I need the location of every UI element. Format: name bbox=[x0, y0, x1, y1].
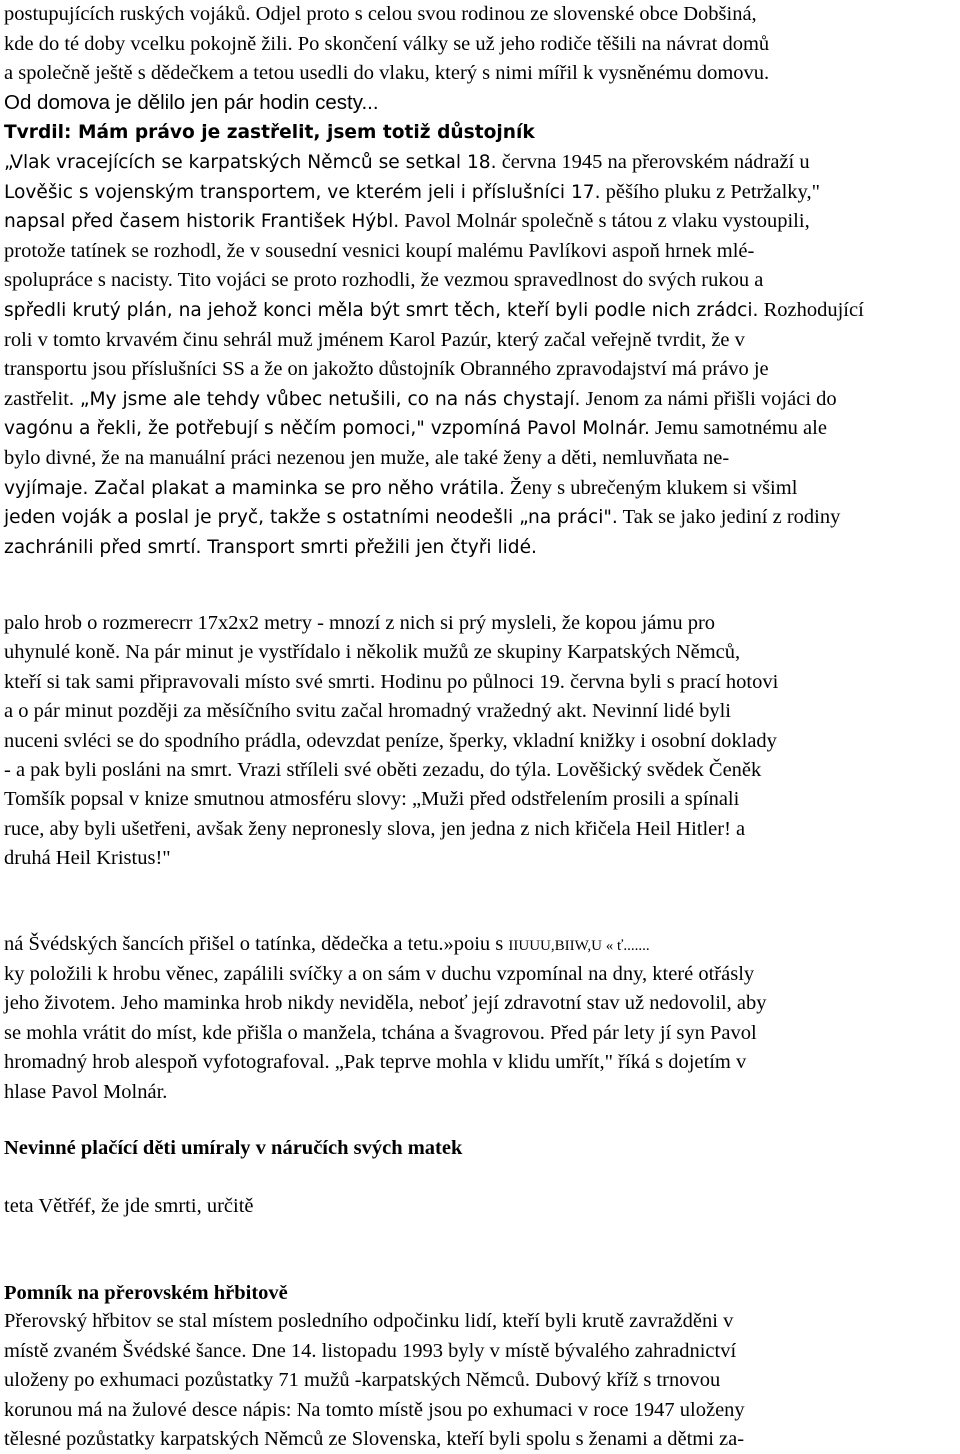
text-segment: a o pár minut později za měsíčního svitu začal hromadný vražedný akt. bbox=[4, 700, 587, 723]
text-segment: Jemu samotnému ale bbox=[649, 417, 827, 440]
text-segment: palo hrob o rozmerecrr 17x2x2 metry - mnozí z nich si prý mysleli, že kopou jámu pro bbox=[4, 612, 716, 634]
text-segment: Nevinní lidé byli bbox=[586, 700, 731, 723]
text-segment: uloženy po exhumaci pozůstatky 71 mužů -karpatských Němců. bbox=[4, 1369, 531, 1392]
text-line bbox=[4, 815, 745, 843]
text-line bbox=[4, 727, 777, 755]
text-segment: „Vlak vracejících se karpatských Němců se setkal 18. bbox=[4, 152, 497, 173]
text-segment: Tak se jako jediní z rodiny bbox=[617, 506, 841, 529]
text-segment: Ženy s ubrečeným klukem si všiml bbox=[504, 476, 798, 499]
text-line bbox=[4, 118, 535, 147]
text-segment: tělesné pozůstatky karpatských Němců ze Slovenska, kteří byli spolu s ženami a dětmi za- bbox=[4, 1428, 745, 1451]
text-line bbox=[4, 237, 754, 265]
text-line bbox=[4, 0, 757, 28]
text-line bbox=[4, 503, 840, 532]
text-segment: napsal před časem historik František Hýbl. bbox=[4, 211, 400, 233]
text-segment: „My jsme ale tehdy vůbec netušili, co na nás chystají. bbox=[74, 388, 581, 410]
text-segment: Rozhodující bbox=[758, 299, 864, 321]
text-segment: vagónu a řekli, že potřebují s něčím pomoci," vzpomíná Pavol Molnár. bbox=[4, 418, 650, 440]
text-line bbox=[4, 474, 797, 503]
text-segment: ruce, aby byli ušetřeni, avšak ženy nepronesly slova, jen jedna z nich křičela Heil Hitler! a bbox=[4, 817, 746, 840]
text-line bbox=[4, 296, 864, 325]
text-line bbox=[4, 326, 745, 354]
text-line bbox=[4, 1337, 736, 1365]
text-segment: zastřelit. bbox=[4, 387, 75, 410]
text-line bbox=[4, 89, 379, 117]
text-segment: Jeho maminka hrob nikdy neviděla, neboť její zdravotní stav už nedovolil, aby bbox=[115, 992, 767, 1015]
text-segment: ....... bbox=[623, 938, 650, 954]
text-line bbox=[4, 1425, 744, 1453]
text-segment: ť bbox=[617, 938, 624, 954]
text-segment: Vrazi stříleli své oběti zezadu, do týla. bbox=[232, 759, 552, 781]
text-line bbox=[4, 414, 827, 443]
text-segment: Pavol Molnár společně s tátou z vlaku vystoupili, bbox=[399, 210, 810, 233]
text-segment: hlase Pavol Molnár. bbox=[4, 1081, 168, 1103]
text-segment: kde do té doby vcelku pokojně žili. Po skončení války se už jeho rodiče těšili na návrat domů bbox=[4, 32, 770, 55]
text-line bbox=[4, 533, 537, 562]
heading-monument: Pomník na přerovském hřbitově bbox=[4, 1282, 288, 1304]
text-line bbox=[4, 785, 739, 813]
text-line bbox=[4, 385, 837, 414]
text-line bbox=[4, 444, 729, 472]
text-segment: postupujících ruských vojáků. Odjel proto s celou svou rodinou ze slovenské obce Dobšiná, bbox=[4, 3, 757, 25]
text-line bbox=[4, 1307, 733, 1335]
text-segment: Dne 14. listopadu 1993 byly v místě bývalého zahradnictví bbox=[246, 1339, 737, 1362]
text-line bbox=[4, 1078, 167, 1106]
text-segment: - a pak byli posláni na smrt. bbox=[4, 759, 233, 781]
text-line bbox=[4, 266, 763, 294]
text-segment: Tito vojáci se proto rozhodli, že vezmou spravedlnost do svých rukou a bbox=[172, 269, 764, 292]
text-line bbox=[4, 355, 769, 383]
text-segment: roli v tomto krvavém činu sehrál muž jménem Karol Pazúr, který začal veřejně tvrdit, že v bbox=[4, 328, 745, 351]
text-line bbox=[4, 697, 731, 725]
text-segment: pěšího pluku z Petržalky," bbox=[600, 180, 820, 203]
heading-children: Nevinné plačící děti umíraly v náručích svých matek bbox=[4, 1137, 463, 1159]
text-segment: hromadný hrob alespoň vyfotografoval. bbox=[4, 1051, 330, 1074]
text-line bbox=[4, 178, 820, 207]
text-segment: nuceni svléci se do spodního prádla, odevzdat peníze, šperky, vkladní knižky i osobní doklady bbox=[4, 729, 777, 752]
text-line bbox=[4, 638, 740, 666]
text-segment: Na pár minut je vystřídalo i několik mužů ze skupiny Karpatských Němců, bbox=[120, 641, 741, 664]
line-teta: teta Větřéf, že jde smrti, určitě bbox=[4, 1195, 254, 1217]
text-segment: „Pak teprve mohla v klidu umřít," říká s dojetím v bbox=[329, 1051, 747, 1074]
text-line bbox=[4, 930, 650, 960]
text-line bbox=[4, 844, 171, 872]
text-line bbox=[4, 1396, 745, 1424]
text-line bbox=[4, 148, 810, 177]
text-segment: Tomšík popsal v knize smutnou atmosféru slovy: „Muži před odstřelením prosili a spínali bbox=[4, 788, 740, 811]
text-segment: Dubový kříž s trnovou bbox=[530, 1369, 721, 1392]
text-segment: Od domova je dělilo jen pár hodin cesty... bbox=[4, 90, 379, 114]
text-line bbox=[4, 30, 769, 58]
text-segment: korunou má na žulové desce nápis: Na tomto místě jsou po exhumaci v roce 1947 uloženy bbox=[4, 1398, 745, 1421]
text-segment: Tvrdil: Mám právo je zastřelit, jsem totiž důstojník bbox=[4, 122, 535, 144]
text-segment: června 1945 na přerovském nádraží u bbox=[496, 151, 810, 173]
text-segment: místě zvaném Švédské šance. bbox=[4, 1339, 247, 1362]
text-segment: vyjímaje. Začal plakat a maminka se pro něho vrátila. bbox=[4, 477, 505, 499]
text-line bbox=[4, 1019, 757, 1047]
text-segment: kteří si tak sami připravovali místo své smrti. bbox=[4, 670, 376, 693]
text-segment: druhá Heil Kristus!" bbox=[4, 847, 171, 870]
text-segment: protože tatínek se rozhodl, že v sousední vesnici koupí malému Pavlíkovi aspoň hrnek mlé- bbox=[4, 239, 755, 262]
text-segment: a společně ještě s dědečkem a tetou usedli do vlaku, který s nimi mířil k vysněnému domovu. bbox=[4, 62, 770, 85]
text-segment: transportu jsou příslušníci SS a že on jakožto důstojník Obranného zpravodajství má právo je bbox=[4, 358, 769, 381]
text-line bbox=[4, 989, 767, 1017]
text-segment: spolupráce s nacisty. bbox=[4, 269, 173, 292]
text-segment: Hodinu po půlnoci 19. června byli s prací hotovi bbox=[375, 670, 779, 693]
text-line bbox=[4, 668, 778, 696]
text-line bbox=[4, 1048, 746, 1076]
text-segment: jeden voják a poslal je pryč, takže s ostatními neodešli „na práci". bbox=[4, 507, 618, 529]
text-segment: zachránili před smrtí. Transport smrti přežili jen čtyři lidé. bbox=[4, 536, 537, 558]
text-segment: Přerovský hřbitov se stal místem posledního odpočinku lidí, kteří byli krutě zavražděni v bbox=[4, 1310, 734, 1332]
text-segment: IIUUU,BIIW,U « bbox=[508, 938, 617, 954]
text-segment: ná Švédských šancích přišel o tatínka, dědečka a tetu.»poiu s bbox=[4, 933, 509, 955]
text-line bbox=[4, 59, 769, 87]
text-segment: Lověšic s vojenským transportem, ve kterém jeli i příslušníci 17. bbox=[4, 181, 601, 203]
text-segment: Lověšický svědek Čeněk bbox=[551, 759, 762, 781]
text-segment: Před pár lety jí syn Pavol bbox=[544, 1021, 757, 1044]
text-segment: Jenom za námi přišli vojáci do bbox=[580, 387, 837, 410]
text-line bbox=[4, 1366, 720, 1394]
text-segment: spředli krutý plán, na jehož konci měla být smrt těch, kteří byli podle nich zrádci. bbox=[4, 300, 759, 321]
text-line bbox=[4, 609, 715, 637]
text-line bbox=[4, 207, 810, 236]
text-segment: bylo divné, že na manuální práci nezenou jen muže, ale také ženy a děti, nemluvňata ne- bbox=[4, 447, 730, 469]
text-segment: uhynulé koně. bbox=[4, 641, 121, 664]
text-line bbox=[4, 756, 761, 784]
text-line bbox=[4, 960, 754, 988]
text-segment: se mohla vrátit do míst, kde přišla o manžela, tchána a švagrovou. bbox=[4, 1021, 545, 1044]
text-segment: jeho životem. bbox=[4, 992, 116, 1015]
text-segment: ky položili k hrobu věnec, zapálili svíčky a on sám v duchu vzpomínal na dny, které otřásly bbox=[4, 962, 755, 985]
